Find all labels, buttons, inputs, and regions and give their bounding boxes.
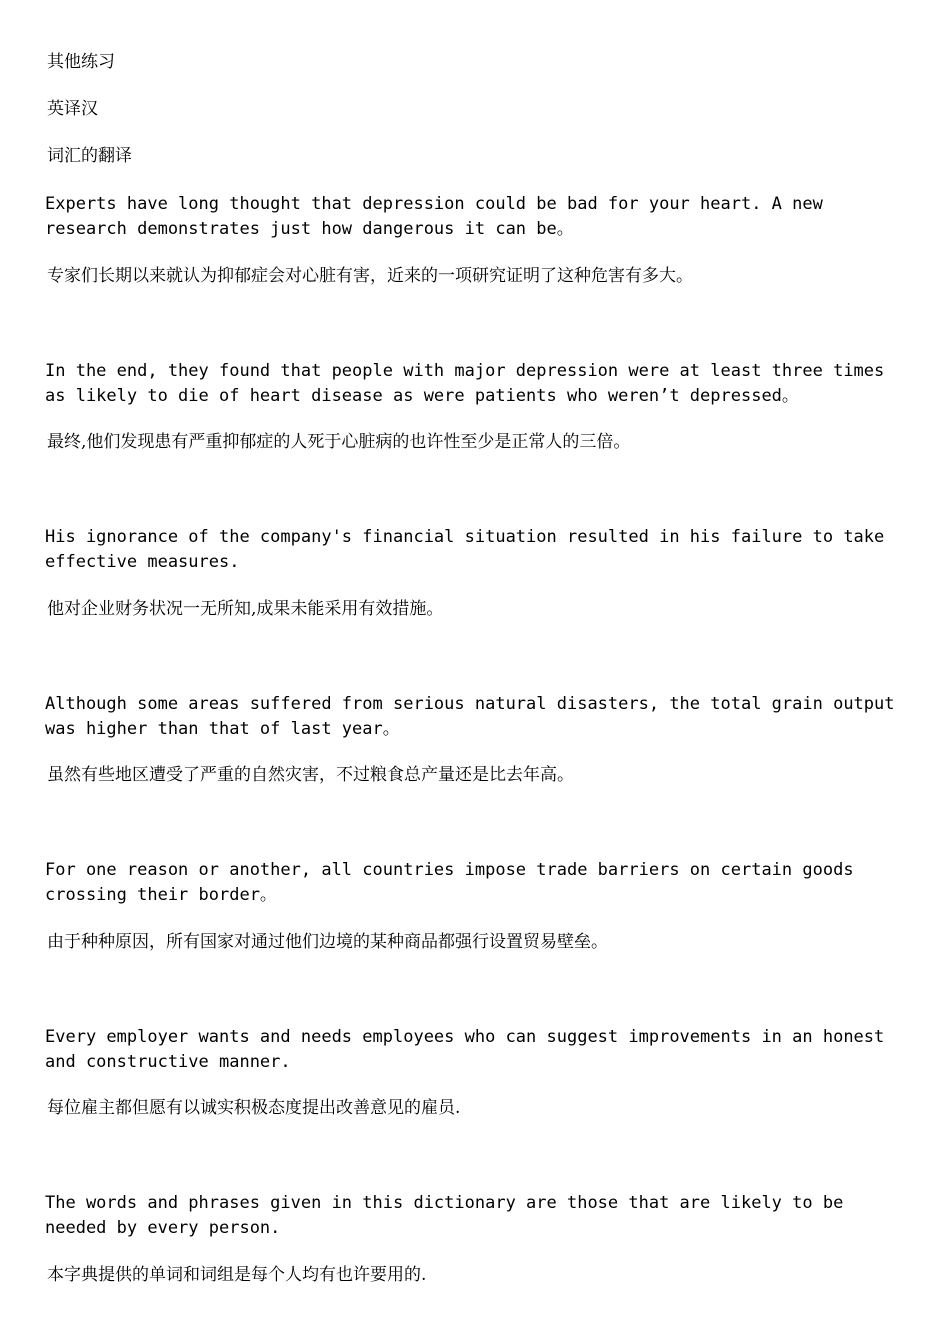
exercise-1-chinese: 专家们长期以来就认为抑郁症会对心脏有害，近来的一项研究证明了这种危害有多大。 <box>47 266 693 286</box>
section-heading: 其他练习 <box>47 52 115 72</box>
exercise-4-chinese: 虽然有些地区遭受了严重的自然灾害，不过粮食总产量还是比去年高。 <box>47 765 574 785</box>
exercise-3-chinese: 他对企业财务状况一无所知,成果未能采用有效措施。 <box>47 599 444 619</box>
exercise-6-english: Every employer wants and needs employees who can suggest improvements in an honest and constructive manner. <box>45 1027 885 1072</box>
exercise-7-chinese: 本字典提供的单词和词组是每个人均有也许要用的. <box>47 1265 427 1285</box>
exercise-5-english: For one reason or another, all countries impose trade barriers on certain goods crossing their border。 <box>45 860 854 905</box>
exercise-7-english: The words and phrases given in this dictionary are those that are likely to be needed by every person. <box>45 1193 844 1238</box>
exercise-3-english: His ignorance of the company's financial situation resulted in his failure to take effective measures. <box>45 527 885 572</box>
exercise-1-english: Experts have long thought that depression could be bad for your heart. A new research demonstrates just how dangerous it can be。 <box>45 194 823 239</box>
exercise-5-chinese: 由于种种原因，所有国家对通过他们边境的某种商品都强行设置贸易壁垒。 <box>47 932 608 952</box>
subsection-heading: 英译汉 <box>47 99 98 119</box>
exercise-2-english: In the end, they found that people with major depression were at least three times as likely to die of heart disease as were patients who weren’t depressed。 <box>45 361 885 406</box>
exercise-4-english: Although some areas suffered from serious natural disasters, the total grain output was higher than that of last year。 <box>45 694 895 739</box>
exercise-6-chinese: 每位雇主都但愿有以诚实积极态度提出改善意见的雇员. <box>47 1098 461 1118</box>
topic-heading: 词汇的翻译 <box>47 146 132 166</box>
exercise-2-chinese: 最终,他们发现患有严重抑郁症的人死于心脏病的也许性至少是正常人的三倍。 <box>47 432 631 452</box>
